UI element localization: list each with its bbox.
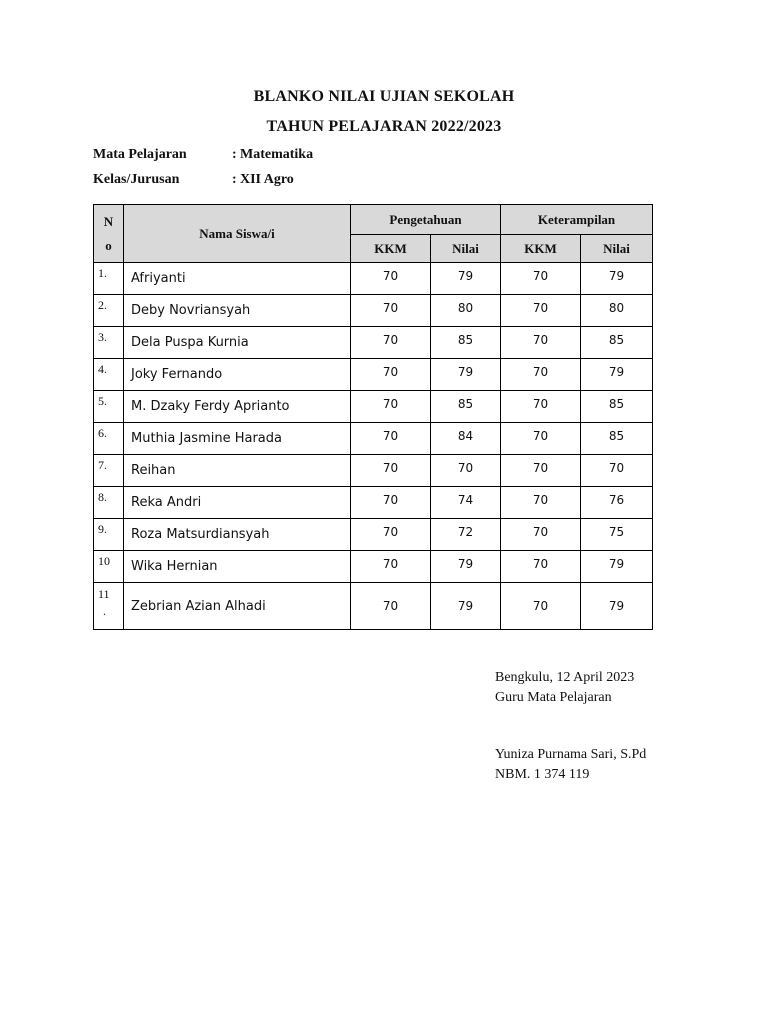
header-no-line2: o [105, 237, 112, 253]
keterampilan-nilai: 85 [581, 423, 653, 455]
row-number: 8. [94, 487, 124, 519]
student-name: Dela Puspa Kurnia [124, 327, 351, 359]
pengetahuan-kkm: 70 [351, 327, 431, 359]
table-row [94, 327, 653, 359]
student-name: Wika Hernian [124, 551, 351, 583]
keterampilan-kkm: 70 [501, 295, 581, 327]
student-name: Roza Matsurdiansyah [124, 519, 351, 551]
signature-role: Guru Mata Pelajaran [495, 690, 612, 705]
keterampilan-kkm: 70 [501, 391, 581, 423]
row-number: 6. [94, 423, 124, 455]
pengetahuan-kkm: 70 [351, 391, 431, 423]
pengetahuan-nilai: 79 [431, 551, 501, 583]
header-keterampilan-kkm: KKM [501, 235, 581, 263]
subject-separator: : [232, 147, 237, 162]
pengetahuan-kkm: 70 [351, 519, 431, 551]
pengetahuan-nilai: 84 [431, 423, 501, 455]
row-number: 3. [94, 327, 124, 359]
keterampilan-nilai: 79 [581, 551, 653, 583]
pengetahuan-kkm: 70 [351, 487, 431, 519]
student-name: Joky Fernando [124, 359, 351, 391]
row-number: 9. [94, 519, 124, 551]
header-keterampilan: Keterampilan [501, 205, 653, 235]
subject-value: Matematika [240, 147, 314, 162]
row-number-suffix: . [103, 604, 106, 618]
keterampilan-kkm: 70 [501, 263, 581, 295]
pengetahuan-kkm: 70 [351, 423, 431, 455]
table-row [94, 263, 653, 295]
class-label: Kelas/Jurusan [93, 172, 180, 187]
keterampilan-kkm: 70 [501, 519, 581, 551]
row-number [94, 583, 124, 630]
keterampilan-nilai: 79 [581, 359, 653, 391]
row-number-main: 11 [98, 587, 110, 601]
keterampilan-kkm: 70 [501, 487, 581, 519]
grades-table [93, 204, 653, 630]
signature-place-date: Bengkulu, 12 April 2023 [495, 670, 635, 685]
table-row [94, 551, 653, 583]
keterampilan-nilai: 79 [581, 263, 653, 295]
row-number: 7. [94, 455, 124, 487]
header-pengetahuan: Pengetahuan [351, 205, 501, 235]
keterampilan-kkm: 70 [501, 423, 581, 455]
row-number: 1. [94, 263, 124, 295]
signature-name: Yuniza Purnama Sari, S.Pd [495, 747, 647, 762]
table-row [94, 519, 653, 551]
keterampilan-kkm: 70 [501, 551, 581, 583]
keterampilan-nilai: 70 [581, 455, 653, 487]
student-name: Zebrian Azian Alhadi [124, 583, 351, 630]
table-row [94, 359, 653, 391]
pengetahuan-nilai: 72 [431, 519, 501, 551]
keterampilan-kkm: 70 [501, 455, 581, 487]
pengetahuan-nilai: 85 [431, 391, 501, 423]
table-row [94, 295, 653, 327]
table-body [94, 263, 653, 630]
header-name: Nama Siswa/i [124, 205, 351, 263]
student-name: M. Dzaky Ferdy Aprianto [124, 391, 351, 423]
pengetahuan-nilai: 79 [431, 359, 501, 391]
pengetahuan-nilai: 80 [431, 295, 501, 327]
signature-id: NBM. 1 374 119 [495, 767, 590, 782]
header-no [94, 205, 124, 263]
pengetahuan-kkm: 70 [351, 583, 431, 630]
pengetahuan-nilai: 79 [431, 583, 501, 630]
header-no-line1: N [103, 213, 114, 229]
table-row [94, 487, 653, 519]
student-name: Muthia Jasmine Harada [124, 423, 351, 455]
keterampilan-nilai: 80 [581, 295, 653, 327]
document-title: BLANKO NILAI UJIAN SEKOLAH [253, 88, 515, 105]
pengetahuan-nilai: 70 [431, 455, 501, 487]
pengetahuan-kkm: 70 [351, 551, 431, 583]
row-number: 10 [94, 551, 124, 583]
table-row [94, 423, 653, 455]
header-keterampilan-nilai: Nilai [581, 235, 653, 263]
keterampilan-kkm: 70 [501, 359, 581, 391]
keterampilan-nilai: 75 [581, 519, 653, 551]
keterampilan-nilai: 85 [581, 327, 653, 359]
header-pengetahuan-kkm: KKM [351, 235, 431, 263]
row-number: 4. [94, 359, 124, 391]
pengetahuan-kkm: 70 [351, 359, 431, 391]
class-value: XII Agro [240, 172, 294, 187]
document-subtitle: TAHUN PELAJARAN 2022/2023 [266, 118, 502, 135]
keterampilan-nilai: 79 [581, 583, 653, 630]
class-separator: : [232, 172, 237, 187]
pengetahuan-kkm: 70 [351, 295, 431, 327]
pengetahuan-kkm: 70 [351, 455, 431, 487]
keterampilan-nilai: 85 [581, 391, 653, 423]
student-name: Reihan [124, 455, 351, 487]
subject-label: Mata Pelajaran [93, 147, 187, 162]
header-pengetahuan-nilai: Nilai [431, 235, 501, 263]
table-header [94, 205, 653, 263]
pengetahuan-nilai: 74 [431, 487, 501, 519]
keterampilan-nilai: 76 [581, 487, 653, 519]
row-number: 5. [94, 391, 124, 423]
student-name: Reka Andri [124, 487, 351, 519]
keterampilan-kkm: 70 [501, 327, 581, 359]
pengetahuan-nilai: 85 [431, 327, 501, 359]
pengetahuan-kkm: 70 [351, 263, 431, 295]
keterampilan-kkm: 70 [501, 583, 581, 630]
row-number: 2. [94, 295, 124, 327]
table-row [94, 583, 653, 630]
student-name: Afriyanti [124, 263, 351, 295]
table-row [94, 391, 653, 423]
student-name: Deby Novriansyah [124, 295, 351, 327]
pengetahuan-nilai: 79 [431, 263, 501, 295]
table-row [94, 455, 653, 487]
